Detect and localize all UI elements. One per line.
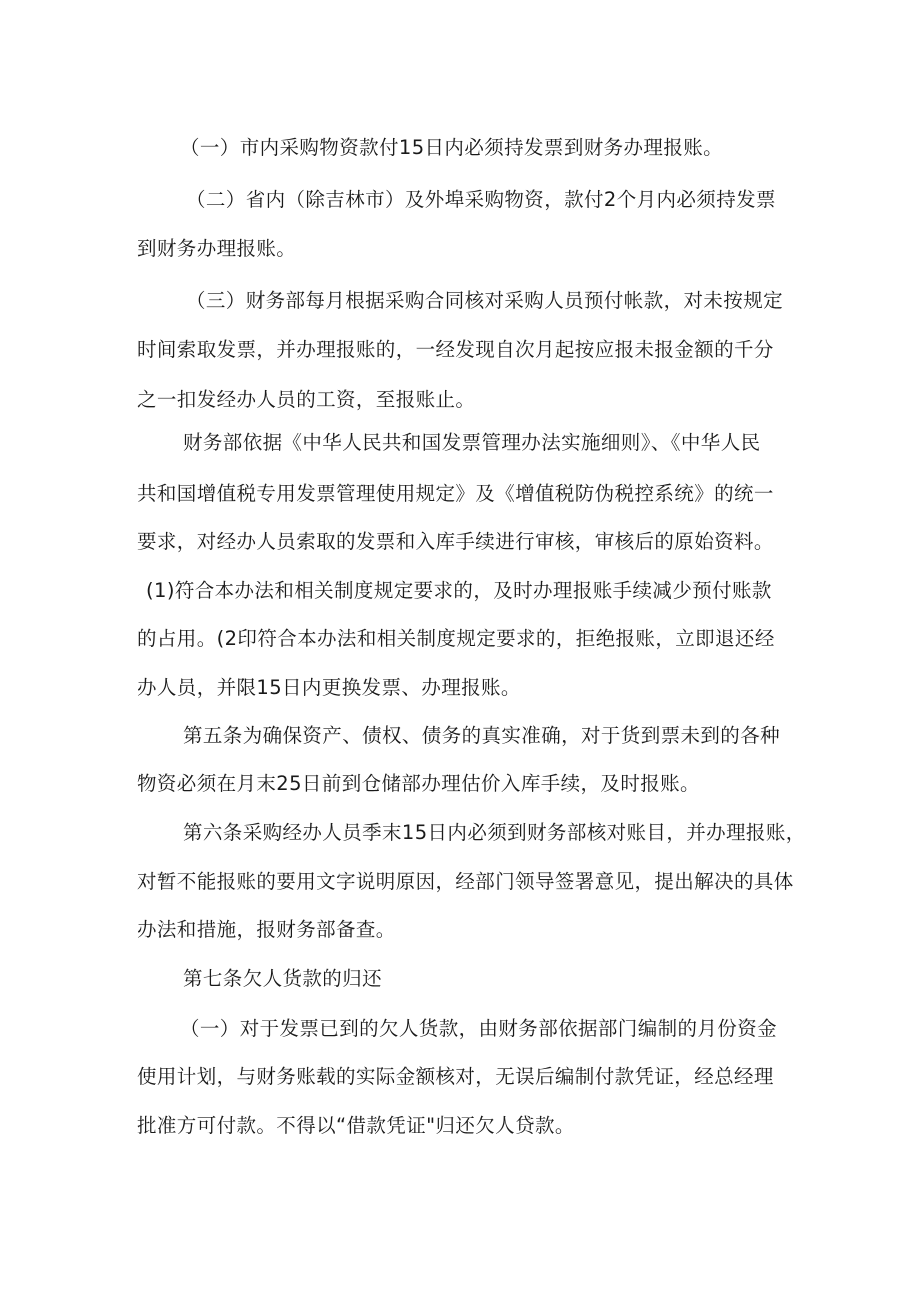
text-line-17: 办法和措施，报财务部备查。	[137, 918, 396, 941]
text-line-5: 时间索取发票，并办理报账的，一经发现自次月起按应报未报金额的千分	[137, 338, 774, 361]
text-line-14: 物资必须在月末25日前到仓储部办理估价入库手续，及时报账。	[137, 772, 700, 795]
text-line-12: 办人员，并限15日内更换发票、办理报账。	[137, 676, 521, 699]
text-line-15: 第六条采购经办人员季末15日内必须到财务部核对账目，并办理报账，	[183, 821, 806, 844]
text-line-2: （二）省内（除吉林市）及外埠采购物资，款付2个月内必须持发票	[186, 188, 776, 211]
text-line-18: 第七条欠人货款的归还	[183, 967, 383, 990]
text-line-11: 的占用。(2印符合本办法和相关制度规定要求的，拒绝报账，立即退还经	[137, 627, 775, 650]
text-line-16: 对暂不能报账的要用文字说明原因，经部门领导签署意见，提出解决的具体	[137, 870, 794, 893]
text-line-4: （三）财务部每月根据采购合同核对采购人员预付帐款，对未按规定	[186, 289, 784, 312]
text-line-1: （一）市内采购物资款付15日内必须持发票到财务办理报账。	[180, 136, 724, 159]
text-line-13: 第五条为确保资产、债权、债务的真实准确，对于货到票未到的各种	[183, 724, 781, 747]
text-line-7: 财务部依据《中华人民共和国发票管理办法实施细则》、《中华人民	[183, 431, 761, 454]
text-line-8: 共和国增值税专用发票管理使用规定》及《增值税防伪税控系统》的统一	[137, 482, 774, 505]
text-line-10: (1)符合本办法和相关制度规定要求的，及时办理报账手续减少预付账款	[146, 579, 772, 602]
text-line-9: 要求，对经办人员索取的发票和入库手续进行审核，审核后的原始资料。	[137, 530, 774, 553]
text-line-21: 批准方可付款。不得以“借款凭证"归还欠人贷款。	[137, 1114, 575, 1137]
text-line-20: 使用计划，与财务账载的实际金额核对，无误后编制付款凭证，经总经理	[137, 1065, 774, 1088]
text-line-19: （一）对于发票已到的欠人货款，由财务部依据部门编制的月份资金	[180, 1017, 778, 1040]
text-line-3: 到财务办理报账。	[137, 237, 297, 260]
text-line-6: 之一扣发经办人员的工资，至报账止。	[137, 388, 476, 411]
